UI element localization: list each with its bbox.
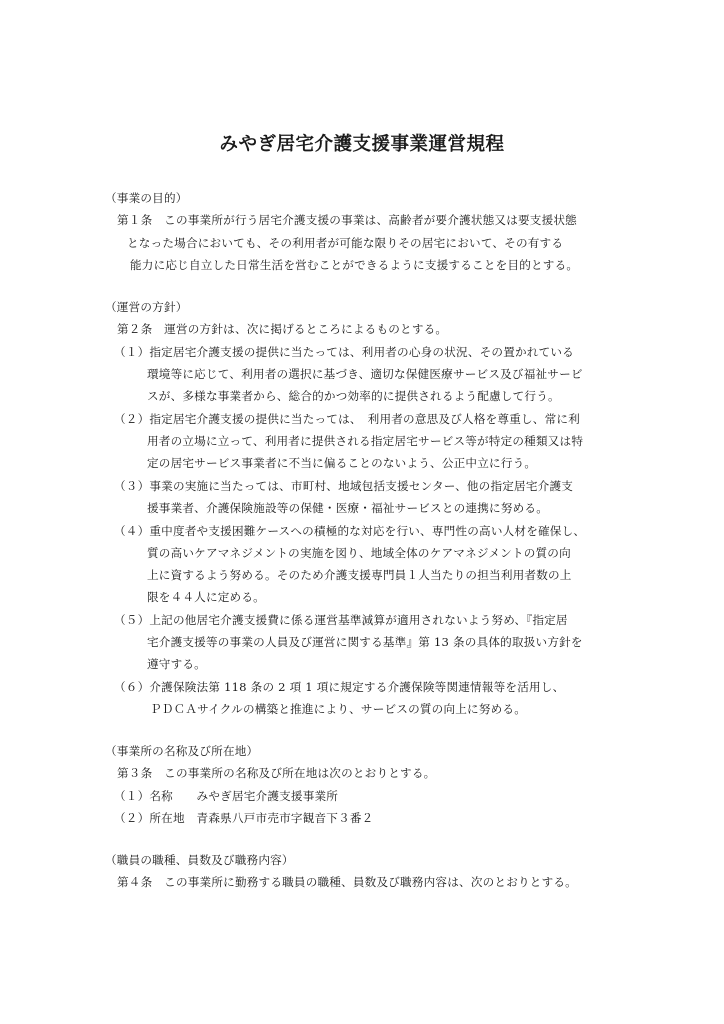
policy-item-1-line-1: （１）指定居宅介護支援の提供に当たっては、利用者の心身の状況、その置かれている xyxy=(114,345,574,359)
policy-item-2-line-3: 定の居宅サービス事業者に不当に偏ることのないよう、公正中立に行う。 xyxy=(147,456,537,470)
article-1-line-1: 第１条 この事業所が行う居宅介護支援の事業は、高齢者が要介護状態又は要支援状態 xyxy=(117,213,577,227)
policy-item-5-line-2: 宅介護支援等の事業の人員及び運営に関する基準』第 13 条の具体的取扱い方針を xyxy=(147,635,583,649)
office-address-line: （２）所在地 青森県八戸市売市字観音下３番２ xyxy=(114,811,374,825)
article-1-line-3: 能力に応じ自立した日常生活を営むことができるように支援することを目的とする。 xyxy=(130,258,579,272)
section-heading-policy: （運営の方針） xyxy=(105,300,188,314)
policy-item-1-line-3: スが、多様な事業者から、総合的かつ効率的に提供されるよう配慮して行う。 xyxy=(147,389,560,403)
policy-item-3-line-2: 援事業者、介護保険施設等の保健・医療・福祉サービスとの連携に努める。 xyxy=(147,501,548,515)
policy-item-1-line-2: 環境等に応じて、利用者の選択に基づき、適切な保健医療サービス及び福祉サービ xyxy=(147,367,583,381)
section-heading-staff: （職員の職種、員数及び職務内容） xyxy=(105,853,294,867)
policy-item-4-line-2: 質の高いケアマネジメントの実施を図り、地域全体のケアマネジメントの質の向 xyxy=(147,546,571,560)
article-2-line-1: 第２条 運営の方針は、次に掲げるところによるものとする。 xyxy=(117,322,448,336)
policy-item-4-line-3: 上に資するよう努める。そのため介護支援専門員１人当たりの担当利用者数の上 xyxy=(147,568,572,582)
policy-item-4-line-4: 限を４４人に定める。 xyxy=(147,590,265,604)
policy-item-4-line-1: （４）重中度者や支援困難ケースへの積極的な対応を行い、専門性の高い人材を確保し、 xyxy=(114,524,586,538)
article-4-line-1: 第４条 この事業所に勤務する職員の職種、員数及び職務内容は、次のとおりとする。 xyxy=(117,875,577,889)
policy-item-6-line-1: （６）介護保険法第 118 条の 2 項 1 項に規定する介護保険等関連情報等を活用し、 xyxy=(114,680,565,694)
article-1-line-2: となった場合においても、その利用者が可能な限りその居宅において、その有する xyxy=(127,236,564,250)
policy-item-3-line-1: （３）事業の実施に当たっては、市町村、地域包括支援センター、他の指定居宅介護支 xyxy=(114,479,574,493)
office-name-line: （１）名称 みやぎ居宅介護支援事業所 xyxy=(114,789,339,803)
section-heading-purpose: （事業の目的） xyxy=(105,191,188,205)
section-heading-name-location: （事業所の名称及び所在地） xyxy=(105,744,259,758)
policy-item-6-line-2: ＰＤＣＡサイクルの構築と推進により、サービスの質の向上に努める。 xyxy=(150,702,527,716)
policy-item-5-line-1: （５）上記の他居宅介護支援費に係る運営基準減算が適用されないよう努め、『指定居 xyxy=(114,613,568,627)
page-title: みやぎ居宅介護支援事業運営規程 xyxy=(219,134,505,155)
article-3-line-1: 第３条 この事業所の名称及び所在地は次のとおりとする。 xyxy=(117,766,436,780)
policy-item-2-line-2: 用者の立場に立って、利用者に提供される指定居宅サービス等が特定の種類又は特 xyxy=(147,434,584,448)
policy-item-5-line-3: 遵守する。 xyxy=(147,657,206,671)
policy-item-2-line-1: （２）指定居宅介護支援の提供に当たっては、 利用者の意思及び人格を尊重し、常に利 xyxy=(114,412,580,426)
